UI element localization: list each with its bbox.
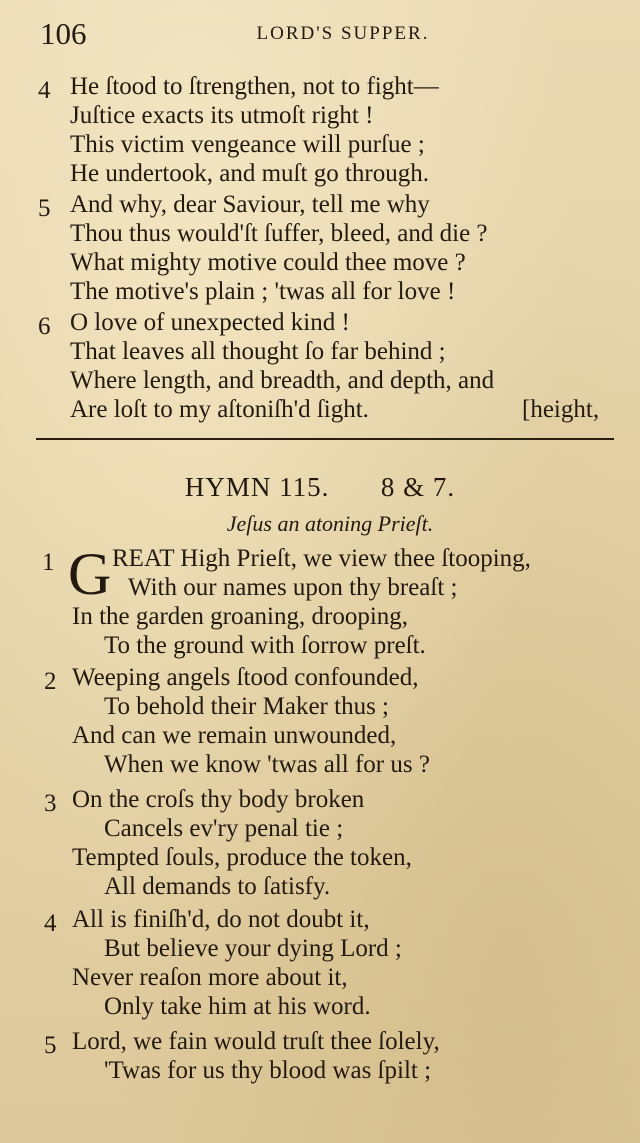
verse-line: To behold their Maker thus ; [104, 693, 389, 720]
verse-line: Thou thus would'ſt ſuffer, bleed, and die ? [70, 220, 488, 247]
verse-line: To the ground with ſorrow preſt. [104, 632, 426, 659]
stanza-number: 4 [38, 77, 51, 104]
verse-line: Never reaſon more about it, [72, 964, 348, 991]
stanza-number: 3 [44, 790, 57, 817]
verse-line: On the croſs thy body broken [72, 786, 365, 813]
hymn-meter: 8 & 7. [380, 472, 456, 502]
verse-line: In the garden groaning, drooping, [72, 603, 409, 630]
stanza-number: 5 [38, 195, 51, 222]
verse-line: All is finiſh'd, do not doubt it, [72, 906, 370, 933]
hymn-title [0, 470, 640, 504]
section-divider [36, 438, 614, 440]
verse-line: Cancels ev'ry penal tie ; [104, 815, 344, 842]
stanza-number: 4 [44, 910, 57, 937]
verse-line: Tempted ſouls, produce the token, [72, 844, 412, 871]
verse-line: The motive's plain ; 'twas all for love ! [70, 278, 456, 305]
drop-cap: G [68, 541, 112, 607]
verse-line: Only take him at his word. [104, 993, 371, 1020]
verse-line: And can we remain unwounded, [72, 722, 397, 749]
stanza-number: 1 [42, 549, 55, 576]
stanza-number: 6 [38, 313, 51, 340]
stanza-number: 2 [44, 668, 57, 695]
stanza-number: 5 [44, 1032, 57, 1059]
verse-line: Are loſt to my aſtoniſh'd ſight. [70, 396, 369, 423]
verse-line: Juſtice exacts its utmoſt right ! [70, 102, 374, 129]
verse-line: 'Twas for us thy blood was ſpilt ; [104, 1057, 432, 1084]
hymn-number: HYMN 115. [184, 472, 330, 502]
verse-line: All demands to ſatisfy. [104, 873, 331, 900]
verse-line: REAT High Prieſt, we view thee ſtooping, [112, 545, 531, 572]
verse-line: O love of unexpected kind ! [70, 309, 350, 336]
verse-line: When we know 'twas all for us ? [104, 751, 430, 778]
hymn-subtitle: Jeſus an atoning Prieſt. [226, 511, 434, 536]
page-header [40, 14, 606, 54]
verse-line: That leaves all thought ſo far behind ; [70, 338, 446, 365]
verse-line: Where length, and breadth, and depth, and [70, 367, 495, 394]
verse-line: But believe your dying Lord ; [104, 935, 402, 962]
verse-line: What mighty motive could thee move ? [70, 249, 466, 276]
turnover-word: [height, [522, 396, 600, 423]
verse-line: He undertook, and muſt go through. [70, 160, 429, 187]
verse-line: This victim vengeance will purſue ; [70, 131, 425, 158]
verse-line: And why, dear Saviour, tell me why [70, 191, 430, 218]
verse-line: Lord, we fain would truſt thee ſolely, [72, 1028, 440, 1055]
verse-line: He ſtood to ſtrengthen, not to fight— [70, 73, 439, 100]
page-number: 106 [40, 16, 87, 51]
verse-line: With our names upon thy breaſt ; [128, 574, 458, 601]
running-head: LORD'S SUPPER. [256, 23, 430, 44]
verse-line: Weeping angels ſtood confounded, [72, 664, 419, 691]
